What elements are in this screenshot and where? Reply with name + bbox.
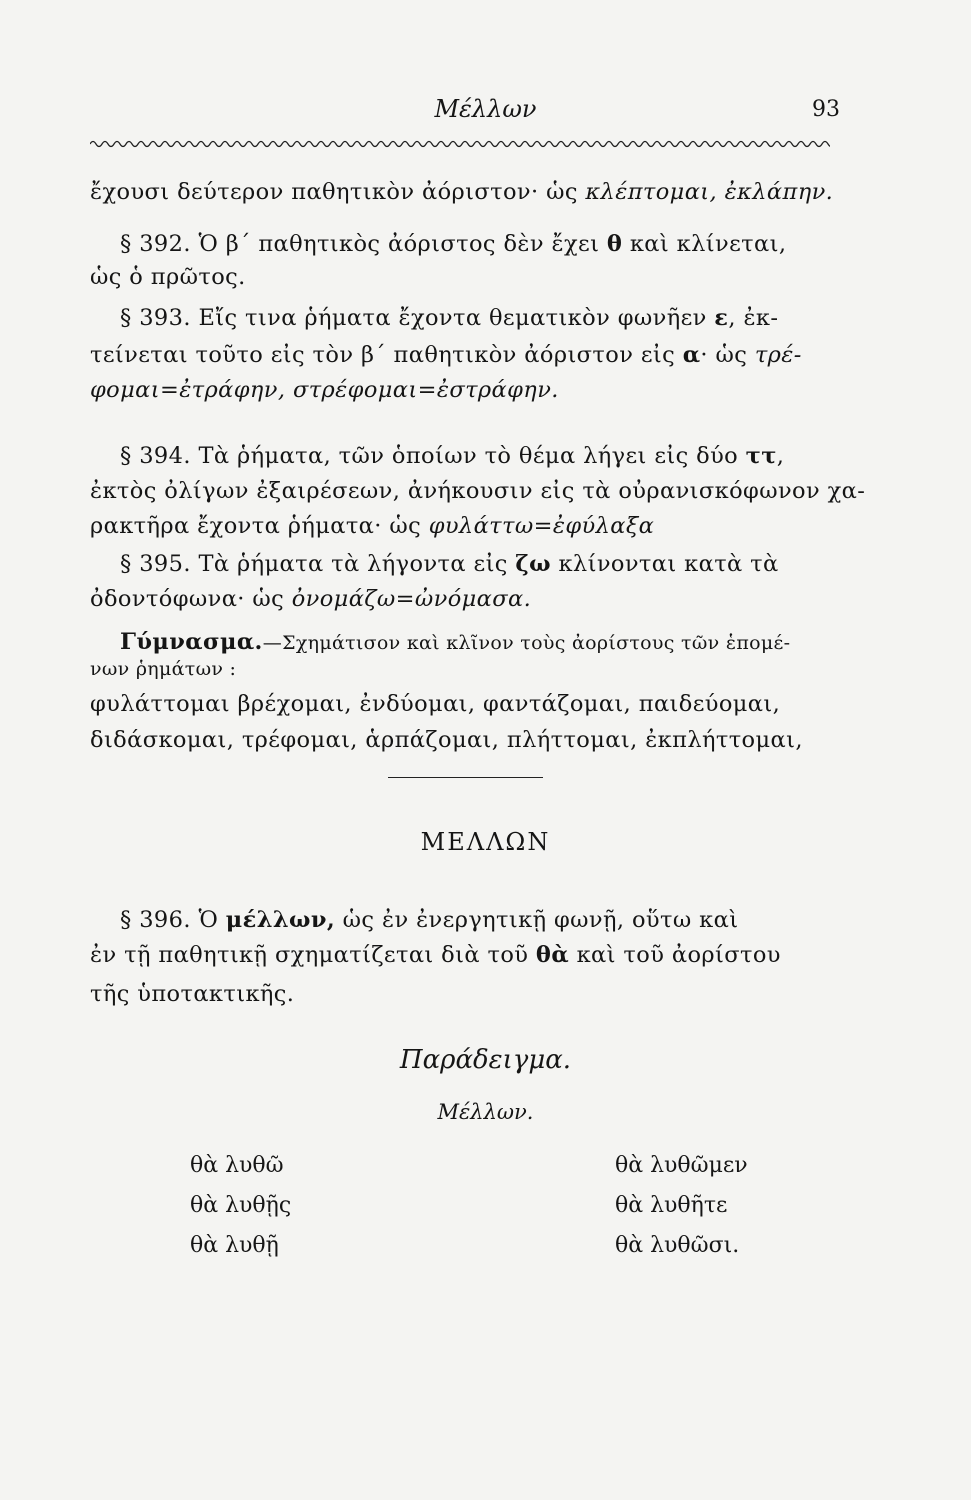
text-span: ὡς ὁ πρῶτος. [90, 264, 246, 290]
text-line [90, 178, 833, 206]
text-line [90, 654, 236, 683]
text-span: θ [606, 231, 623, 257]
text-line [90, 690, 780, 718]
paradigm-form: θὰ λυθῶσι. [615, 1233, 740, 1258]
text-line [90, 726, 803, 754]
text-span: μέλλων, [225, 907, 336, 933]
text-span: § 395. Τὰ ῥήματα τὰ λήγοντα εἰς [120, 551, 516, 577]
text-line [120, 628, 790, 657]
text-line [90, 980, 294, 1008]
text-span: διδάσκομαι, τρέφομαι, ἁρπάζομαι, πλήττομαι, ἐκπλήττομαι, [90, 727, 803, 753]
text-span: φυλάττω=ἐφύλαξα [428, 513, 655, 539]
header-wavy-rule [90, 138, 830, 150]
text-span: φυλάττομαι βρέχομαι, ἐνδύομαι, φαντάζομαι, παιδεύομαι, [90, 691, 781, 717]
text-line [120, 906, 738, 934]
text-span: νων ῥημάτων : [90, 658, 237, 680]
text-span: τείνεται τοῦτο εἰς τὸν β΄ παθητικὸν ἀόριστον εἰς [90, 342, 683, 368]
text-line [90, 341, 802, 369]
text-line [90, 585, 531, 613]
text-span: ζω [515, 551, 551, 577]
text-span: ἐκτὸς ὀλίγων ἐξαιρέσεων, ἀνήκουσιν εἰς τὰ οὐρανισκόφωνον χα- [90, 478, 866, 504]
text-span: κλέπτομαι, ἐκλάπην. [585, 179, 834, 205]
text-span: § 396. Ὁ [120, 907, 226, 933]
text-span: ὀνομάζω=ὠνόμασα. [291, 586, 532, 612]
text-span: τῆς ὑποτακτικῆς. [90, 981, 295, 1007]
text-span: κλίνονται κατὰ τὰ [550, 551, 779, 577]
text-span: · ὡς [700, 342, 755, 368]
text-span: ε [714, 305, 729, 331]
text-line [90, 263, 246, 291]
text-span: θὰ [535, 942, 570, 968]
text-span: § 393. Εἴς τινα ῥήματα ἔχοντα θεματικὸν φωνῆεν [120, 305, 715, 331]
text-line [120, 304, 778, 332]
text-span: ρακτῆρα ἔχοντα ῥήματα· ὡς [90, 513, 429, 539]
text-span: Γύμνασμα. [120, 629, 263, 655]
text-span: ὀδοντόφωνα· ὡς [90, 586, 292, 612]
paradigm-title: Παράδειγμα. [399, 1045, 572, 1075]
section-divider [388, 777, 543, 778]
text-line [120, 442, 784, 470]
text-span: καὶ τοῦ ἀορίστου [569, 942, 781, 968]
paradigm-form: θὰ λυθῶ [190, 1153, 284, 1178]
text-span: —Σχημάτισον καὶ κλῖνον τοὺς ἀορίστους τῶν ἑπομέ- [262, 632, 791, 654]
paradigm-subtitle: Μέλλων. [437, 1100, 534, 1124]
paradigm-form: θὰ λυθῆτε [615, 1193, 728, 1218]
text-span: ἔχουσι δεύτερον παθητικὸν ἀόριστον· ὡς [90, 179, 586, 205]
text-line [120, 230, 786, 258]
text-span: ττ [745, 443, 777, 469]
text-span: φομαι=ἐτράφην, στρέφομαι=ἐστράφην. [90, 377, 559, 403]
text-line [90, 376, 559, 404]
text-span: , [776, 443, 785, 469]
text-line [90, 941, 781, 969]
page-number: 93 [812, 97, 840, 122]
text-line [90, 477, 865, 505]
text-line [120, 550, 779, 578]
text-span: τρέ- [754, 342, 802, 368]
text-span: § 392. Ὁ β΄ παθητικὸς ἀόριστος δὲν ἔχει [120, 231, 607, 257]
text-span: , ἐκ- [728, 305, 779, 331]
text-span: ὡς ἐν ἐνεργητικῇ φωνῇ, οὕτω καὶ [335, 907, 739, 933]
text-line [90, 512, 654, 540]
paradigm-form: θὰ λυθῇς [190, 1193, 292, 1218]
section-title: ΜΕΛΛΩΝ [420, 828, 551, 856]
text-span: α [682, 342, 701, 368]
text-span: § 394. Τὰ ῥήματα, τῶν ὁποίων τὸ θέμα λήγει εἰς δύο [120, 443, 746, 469]
paradigm-form: θὰ λυθῇ [190, 1233, 279, 1258]
text-span: ἐν τῇ παθητικῇ σχηματίζεται διὰ τοῦ [90, 942, 536, 968]
running-head-title: Μέλλων [434, 95, 537, 123]
text-span: καὶ κλίνεται, [622, 231, 787, 257]
paradigm-form: θὰ λυθῶμεν [615, 1153, 748, 1178]
